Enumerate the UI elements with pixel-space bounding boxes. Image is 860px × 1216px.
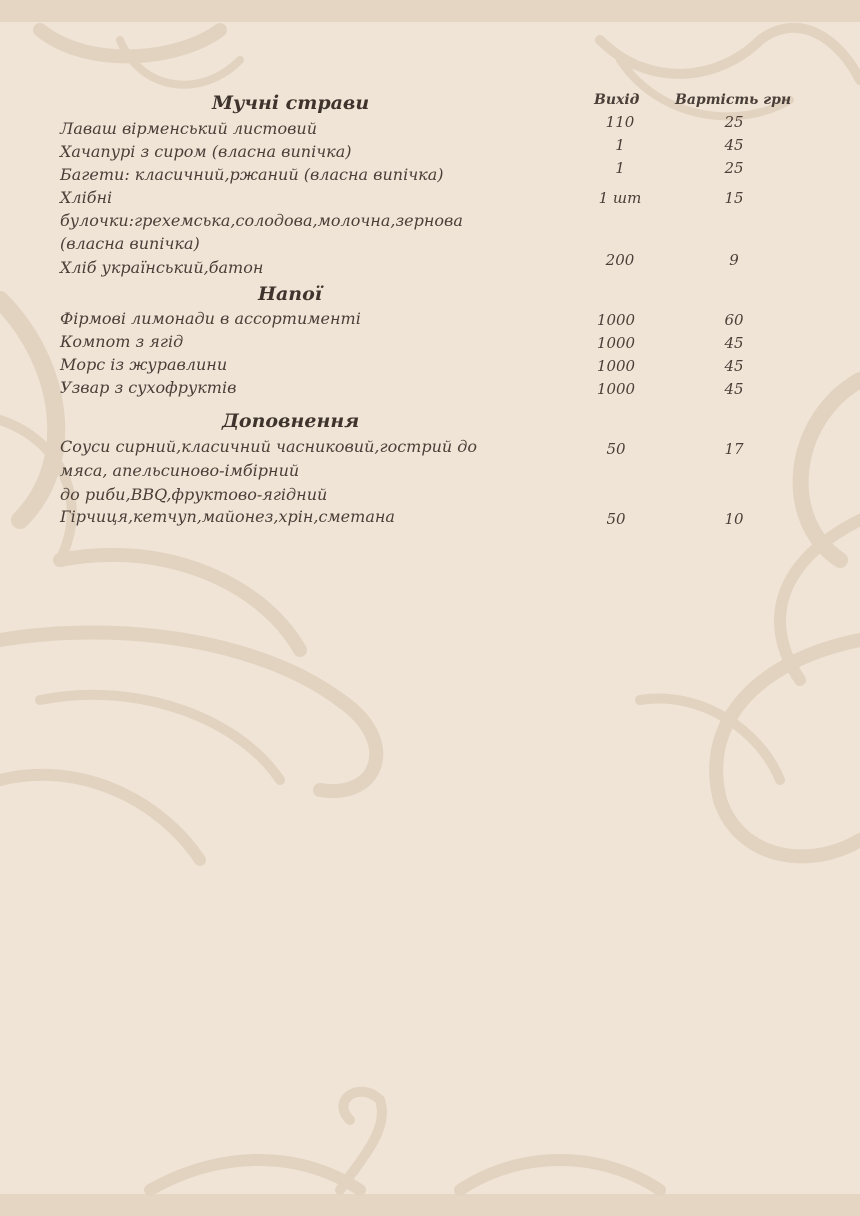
section-title-drinks: Напої xyxy=(258,283,322,305)
menu-item-output: 1000 xyxy=(596,311,636,329)
menu-item-name-continued: до риби,BBQ,фруктово-ягідний xyxy=(60,485,328,504)
menu-item-output: 1000 xyxy=(596,380,636,398)
column-header-output: Вихід xyxy=(594,92,640,108)
menu-item-name: Лаваш вірменський листовий xyxy=(60,119,318,138)
menu-item-name: Узвар з сухофруктів xyxy=(60,378,237,397)
menu-item-price: 10 xyxy=(724,510,744,528)
bottom-border-band xyxy=(0,1194,860,1216)
section-title-pastry: Мучні страви xyxy=(212,92,370,114)
menu-item-name: Морс із журавлини xyxy=(60,355,228,374)
section-title-extras: Доповнення xyxy=(222,410,360,432)
menu-item-price: 45 xyxy=(724,357,744,375)
menu-item-name: Гірчиця,кетчуп,майонез,хрін,сметана xyxy=(60,507,395,526)
menu-item-output: 1 xyxy=(615,136,625,154)
menu-item-price: 45 xyxy=(724,380,744,398)
menu-item-output: 110 xyxy=(605,113,635,131)
menu-item-name: Хачапурі з сиром (власна випічка) xyxy=(60,142,352,161)
menu-item-price: 45 xyxy=(724,136,744,154)
menu-item-name: Соуси сирний,класичний часниковий,гострий до xyxy=(60,437,478,456)
menu-item-output: 1 xyxy=(615,159,625,177)
menu-item-name-continued: мяса, апельсиново-імбірний xyxy=(60,461,300,480)
menu-item-output: 50 xyxy=(606,440,626,458)
menu-item-output: 1000 xyxy=(596,334,636,352)
menu-item-name: Компот з ягід xyxy=(60,332,184,351)
menu-item-price: 17 xyxy=(724,440,744,458)
menu-item-name: Хліб український,батон xyxy=(60,258,264,277)
menu-item-price: 45 xyxy=(724,334,744,352)
menu-item-output: 1 шт xyxy=(598,189,642,207)
menu-item-name: Фірмові лимонади в ассортименті xyxy=(60,309,361,328)
menu-item-name: Багети: класичний,ржаний (власна випічка) xyxy=(60,165,444,184)
menu-item-price: 25 xyxy=(724,159,744,177)
top-border-band xyxy=(0,0,860,22)
menu-item-price: 15 xyxy=(724,189,744,207)
menu-item-output: 50 xyxy=(606,510,626,528)
menu-item-name: Хлібні xyxy=(60,188,113,207)
menu-item-price: 60 xyxy=(724,311,744,329)
menu-item-output: 200 xyxy=(605,251,635,269)
column-header-price: Вартість грн xyxy=(675,92,792,108)
menu-item-price: 9 xyxy=(729,251,739,269)
menu-item-price: 25 xyxy=(724,113,744,131)
menu-item-name-continued: булочки:грехемська,солодова,молочна,зернова xyxy=(60,211,463,230)
menu-item-output: 1000 xyxy=(596,357,636,375)
menu-item-name-continued: (власна випічка) xyxy=(60,234,200,253)
